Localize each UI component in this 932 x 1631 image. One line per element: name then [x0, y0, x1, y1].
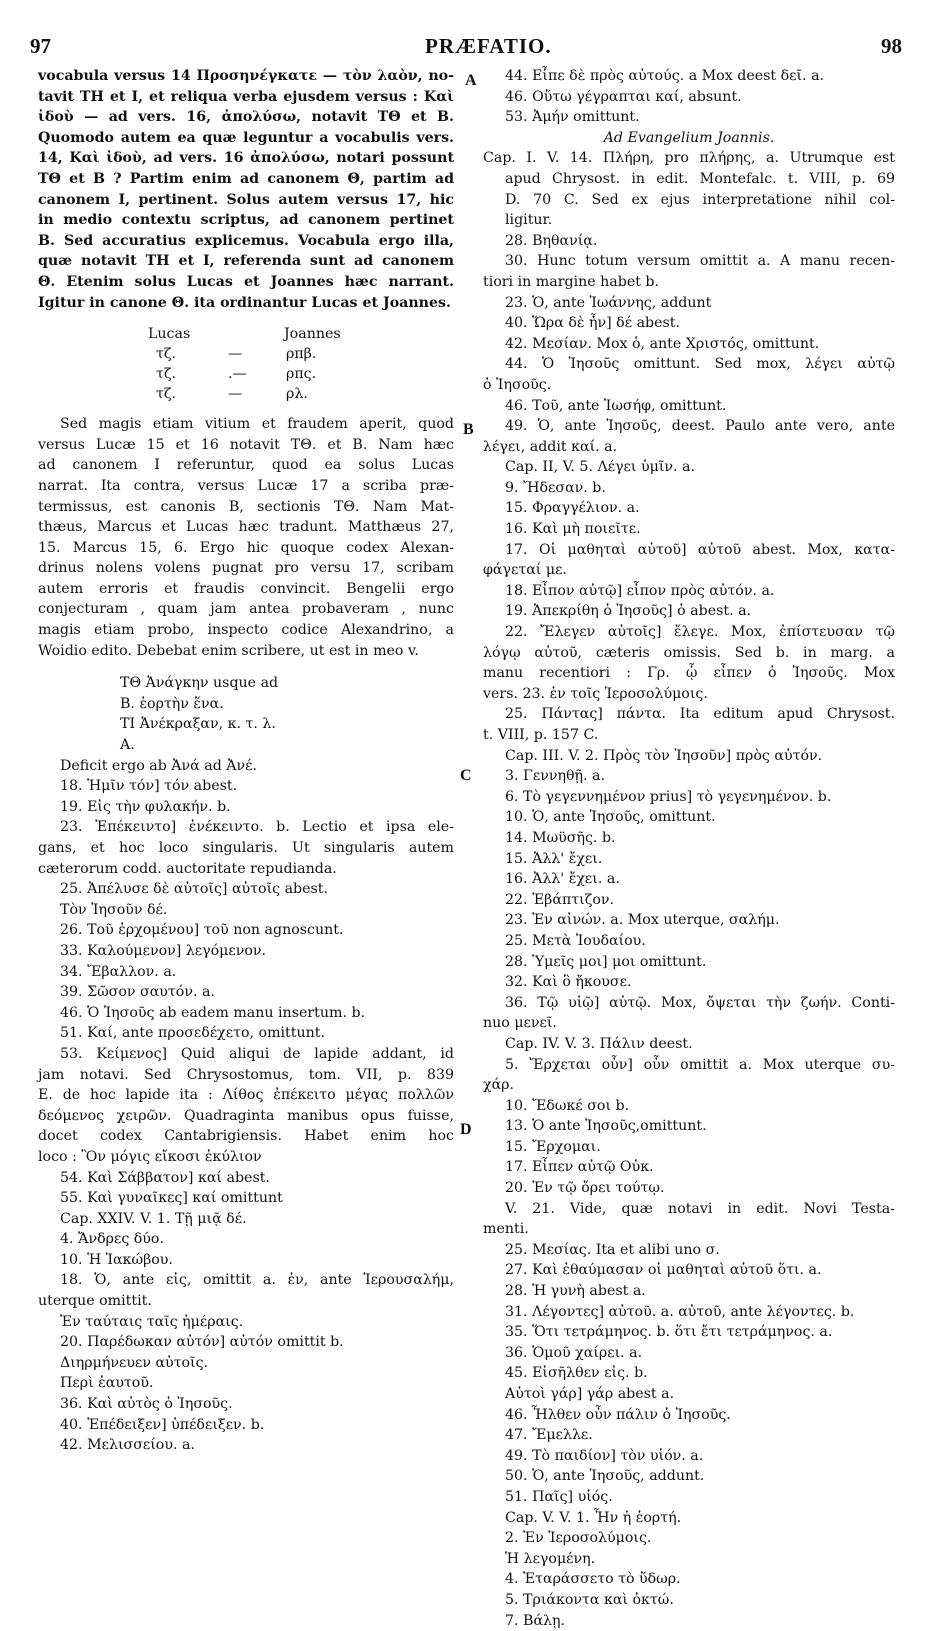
note-line: 3. Γεννηθῇ. a. [505, 768, 606, 785]
note-line: Ἐν ταύταις ταῖς ἡμέραις. [60, 1313, 244, 1330]
note-line: 2. Ἐν Ἱεροσολύμοις. [505, 1530, 652, 1547]
note-line: cæterorum codd. auctoritate repudianda. [38, 860, 337, 877]
note-line: 4. Ἐταράσσετο τὸ ὕδωρ. [505, 1571, 681, 1588]
text-line: Woidio edito. Debebat enim scribere, ut est in meo v. [38, 642, 419, 659]
note-line: 20. Παρέδωκαν αὐτόν] αὐτόν omittit b. [60, 1334, 344, 1351]
synopsis-dash: — [228, 346, 243, 363]
note-line: t. VIII, p. 157 C. [483, 727, 599, 743]
note-line: 42. Μεσίαν. Mox ὁ, ante Χριστός, omittunt. [505, 335, 820, 352]
note-line: 16. Ἀλλ' ἔχει. a. [505, 871, 620, 888]
note-line: 46. Ὁ Ἰησοῦς ab eadem manu insertum. b. [60, 1004, 366, 1021]
note-line: 51. Παῖς] υἱός. [505, 1488, 613, 1505]
note-line: 27. Καὶ ἐθαύμασαν οἱ μαθηταὶ αὐτοῦ ὅτι. a. [505, 1262, 822, 1279]
note-line: 6. Τὸ γεγεννημένον prius] τὸ γεγενημένον. b. [505, 788, 832, 805]
note-line: ὁ Ἰησοῦς. [483, 376, 552, 393]
text-line: thæus, Marcus et Lucas hæc tradunt. Matthæus 27, [38, 519, 454, 536]
note-line: 23. Ἐν αἰνών. a. Mox uterque, σαλήμ. [505, 912, 780, 929]
text-line: ad canonem I referuntur, quod ea solus Lucas [38, 457, 454, 474]
note-line: 36. Καὶ αὐτὸς ὁ Ἰησοῦς. [60, 1396, 233, 1413]
note-line: 16. Καὶ μὴ ποιεῖτε. [505, 521, 641, 538]
note-line: 28. Ὑμεῖς μοι] μοι omittunt. [505, 953, 707, 970]
text-line: narrat. Ita contra, versus Lucæ 17 a scriba præ- [38, 477, 454, 494]
canon-line: A. [120, 737, 135, 754]
synopsis-header-lucas: Lucas [148, 326, 191, 343]
note-line: vers. 23. ἐν τοῖς Ἱεροσολύμοις. [483, 685, 708, 702]
note-line: 44. Ὁ Ἰησοῦς omittunt. Sed mox, λέγει αὐτῷ [505, 356, 895, 373]
text-line: quæ notavit TH et I, referenda sunt ad canonem [38, 253, 454, 270]
note-line: 30. Hunc totum versum omittit a. A manu recen- [505, 253, 895, 270]
note-line: 5. Ἔρχεται οὖν] οὖν omittit a. Mox uterque συ- [505, 1056, 895, 1073]
text-line: Θ. Etenim solus Lucas et Joannes hæc narrant. [38, 273, 454, 290]
synopsis-dash: .— [228, 366, 247, 383]
note-line: gans, et hoc loco singularis. Ut singularis autem [38, 840, 454, 856]
text-line: vocabula versus 14 Προσηνέγκατε — τὸν λαὸν, no- [38, 68, 454, 84]
note-line: 15. Φραγγέλιον. a. [505, 500, 640, 517]
canon-synopsis-table [38, 324, 454, 404]
note-line: 10. Ἔδωκέ σοι b. [505, 1097, 630, 1114]
text-line: Sed magis etiam vitium et fraudem aperit, quod [60, 416, 454, 433]
note-line: jam notavi. Sed Chrysostomus, tom. VII, p. 839 [38, 1066, 454, 1083]
note-line: 17. Οἱ μαθηταὶ αὐτοῦ] αὐτοῦ abest. Mox, κατα- [505, 541, 895, 558]
note-line: Deficit ergo ab Ἀνά ad Ἀνέ. [60, 757, 258, 774]
canon-line: TΘ Ἀνάγκην usque ad [120, 675, 279, 692]
note-line: V. 21. Vide, quæ notavi in edit. Novi Testa- [505, 1200, 895, 1217]
note-line: 40. Ἐπέδειξεν] ὑπέδειξεν. b. [60, 1416, 265, 1433]
note-line: 40. Ὥρα δὲ ἦν] δέ abest. [505, 315, 681, 332]
note-line: Αὐτοὶ γάρ] γάρ abest a. [505, 1386, 675, 1402]
canon-line: TI Ἀνέκραξαν, κ. τ. λ. [120, 716, 276, 733]
note-line: 15. Ἔρχομαι. [505, 1138, 601, 1155]
note-line: Περὶ ἑαυτοῦ. [60, 1375, 154, 1392]
text-line: canonem I, pertinent. Solus autem versus 17, hic [38, 191, 454, 208]
text-line: versus Lucæ 15 et 16 notavit TΘ. et B. Nam hæc [38, 436, 454, 453]
note-line: Cap. IV. V. 3. Πάλιν deest. [505, 1035, 693, 1052]
note-line: 42. Μελισσείου. a. [60, 1437, 195, 1454]
note-line: 51. Καί, ante προσεδέχετο, omittunt. [60, 1025, 325, 1042]
margin-sigil-d: D [460, 1121, 472, 1138]
note-line: 46. Ἦλθεν οὖν πάλιν ὁ Ἰησοῦς. [505, 1406, 731, 1423]
note-line: 25. Μεσίας. Ita et alibi uno σ. [505, 1241, 720, 1258]
note-line: 18. Εἶπον αὐτῷ] εἶπον πρὸς αὐτόν. a. [505, 582, 775, 599]
note-line: 33. Καλούμενον] λεγόμενον. [60, 942, 267, 959]
note-line: ligitur. [505, 212, 553, 229]
note-line: 17. Εἶπεν αὐτῷ Οὐκ. [505, 1159, 654, 1176]
text-line: B. Sed accuratius explicemus. Vocabula ergo illa, [38, 232, 454, 249]
note-line: 4. Ἄνδρες δύο. [60, 1231, 164, 1248]
page-number-right: 98 [881, 34, 902, 58]
note-line: 26. Τοῦ ἐρχομένου] τοῦ non agnoscunt. [60, 922, 344, 939]
right-column [483, 66, 895, 1631]
note-line: 25. Πάντας] πάντα. Ita editum apud Chrysost. [505, 706, 895, 723]
note-line: φάγεταί με. [483, 562, 567, 579]
note-line: δεόμενος χειρῶν. Quadraginta manibus opus fuisse, [38, 1107, 454, 1124]
note-line: 5. Τριάκοντα καὶ ὀκτώ. [505, 1591, 674, 1608]
synopsis-joannes-cell: ρλ. [286, 386, 308, 403]
note-line: 35. Ὅτι τετράμηνος. b. ὅτι ἔτι τετράμηνος. a. [505, 1324, 833, 1341]
note-line: loco : Ὃν μόγις εἴκοσι ἐκύλιον [38, 1148, 262, 1165]
note-line: tiori in margine habet b. [483, 273, 660, 290]
note-line: 45. Εἰσῆλθεν εἰς. b. [505, 1365, 648, 1382]
note-line: λέγει, addit καί. a. [483, 438, 618, 455]
margin-sigil-c: C [460, 767, 472, 784]
note-line: 20. Ἐν τῷ ὄρει τούτῳ. [505, 1180, 665, 1197]
note-line: 55. Καὶ γυναῖκες] καί omittunt [60, 1190, 283, 1207]
note-line: 7. Βάλῃ. [505, 1612, 566, 1629]
note-line: Τὸν Ἰησοῦν δέ. [60, 901, 168, 918]
note-line: 19. Εἰς τὴν φυλακήν. b. [60, 798, 231, 815]
note-line: 32. Καὶ ὃ ἤκουσε. [505, 974, 632, 991]
text-line: Quomodo autem ea quæ leguntur a vocabulis vers. [38, 129, 454, 146]
page-number-left: 97 [30, 34, 51, 58]
note-line: 25. Μετὰ Ἰουδαίου. [505, 932, 646, 949]
note-line: menti. [483, 1221, 529, 1238]
text-line: in medio contextu scriptus, ad canonem pertinet [38, 212, 454, 229]
note-line: Cap. I. V. 14. Πλήρη, pro πλήρης, a. Utrumque est [483, 150, 895, 167]
note-line: 46. Οὕτω γέγραπται καί, absunt. [505, 88, 742, 105]
text-line: drinus nolens volens pugnat pro versu 17, scribam [38, 560, 454, 577]
right-notes [483, 66, 895, 1631]
note-line: 13. Ὁ ante Ἰησοῦς,omittunt. [505, 1118, 707, 1135]
note-line: 49. Ὁ, ante Ἰησοῦς, deest. Paulo ante vero, ante [505, 418, 895, 435]
note-line: 44. Εἶπε δὲ πρὸς αὐτούς. a Mox deest δεῖ. a. [505, 68, 825, 84]
note-line: apud Chrysost. in edit. Montefalc. t. VIII, p. 69 [505, 170, 895, 187]
note-line: 54. Καὶ Σάββατον] καί abest. [60, 1169, 270, 1186]
left-notes [38, 756, 454, 1456]
note-line: nuo μενεῖ. [483, 1015, 557, 1032]
synopsis-lucas-cell: τζ. [156, 386, 177, 403]
note-line: 31. Λέγοντες] αὐτοῦ. a. αὐτοῦ, ante λέγοντες. b. [505, 1303, 855, 1320]
note-line: manu recentiori : Γρ. ᾧ εἶπεν ὁ Ἰησοῦς. Mox [483, 665, 895, 682]
note-line: Cap. V. V. 1. Ἦν ἡ ἑορτή. [505, 1509, 682, 1526]
note-line: λόγῳ αὐτοῦ, cæteris omissis. Sed b. in marg. a [483, 644, 895, 661]
note-line: 47. Ἔμελλε. [505, 1427, 593, 1444]
note-line: 19. Ἀπεκρίθη ὁ Ἰησοῦς] ὁ abest. a. [505, 603, 752, 620]
intro-paragraph [38, 66, 454, 313]
note-line: 46. Τοῦ, ante Ἰωσήφ, omittunt. [505, 397, 727, 414]
note-line: 49. Τὸ παιδίον] τὸν υἱόν. a. [505, 1447, 704, 1464]
note-line: 18. Ἡμῖν τόν] τόν abest. [60, 778, 238, 795]
note-line: E. de hoc lapide ita : Λίθος ἐπέκειτο μέγας πολλῶν [38, 1087, 454, 1104]
note-line: 15. Ἀλλ' ἔχει. [505, 850, 603, 867]
canon-block [38, 673, 454, 755]
text-line: TΘ et B ? Partim enim ad canonem Θ, partim ad [38, 170, 454, 187]
synopsis-joannes-cell: ρπς. [286, 366, 317, 383]
synopsis-row [38, 364, 454, 384]
note-line: 22. Ἔλεγεν αὐτοῖς] ἔλεγε. Mox, ἐπίστευσαν τῷ [505, 624, 895, 641]
text-line: Igitur in canone Θ. ita ordinantur Lucas et Joannes. [38, 294, 451, 311]
margin-sigil-a: A [465, 72, 477, 89]
text-line: ἰδοὺ — ad vers. 16, ἀπολύσω, notavit TΘ et B. [38, 109, 454, 126]
note-line: 10. Ἡ Ἰακώβου. [60, 1251, 173, 1268]
synopsis-dash: — [228, 386, 243, 403]
text-line: 15. Marcus 15, 6. Ergo hic quoque codex Alexan- [38, 539, 454, 556]
synopsis-row [38, 384, 454, 404]
note-line: 28. Βηθανίᾳ. [505, 232, 598, 249]
note-line: 36. Τῷ υἱῷ] αὐτῷ. Mox, ὄψεται τὴν ζωήν. Conti- [505, 994, 895, 1011]
note-line: χάρ. [483, 1077, 515, 1094]
note-line: 22. Ἐβάπτιζον. [505, 891, 615, 908]
note-line: Cap. XXIV. V. 1. Τῇ μιᾷ δέ. [60, 1210, 247, 1227]
note-line: 9. Ἤδεσαν. b. [505, 479, 606, 496]
synopsis-row [38, 344, 454, 364]
note-line: 23. Ἐπέκειντο] ἐνέκειντο. b. Lectio et ipsa ele- [60, 819, 454, 836]
note-line: Cap. II, V. 5. Λέγει ὑμῖν. a. [505, 459, 695, 476]
note-line: 50. Ὁ, ante Ἰησοῦς, addunt. [505, 1468, 705, 1485]
synopsis-lucas-cell: τζ. [156, 366, 177, 383]
text-line: conjecturam , quam jam antea probaveram , nunc [38, 601, 454, 618]
note-line: 23. Ὁ, ante Ἰωάννης, addunt [505, 294, 712, 311]
note-line: 25. Ἀπέλυσε δὲ αὐτοῖς] αὐτοῖς abest. [60, 881, 329, 898]
note-line: D. 70 C. Sed ex ejus interpretatione nihil col- [505, 191, 895, 208]
text-line: tavit TH et I, et reliqua verba ejusdem versus : Καὶ [38, 88, 454, 105]
note-line: 10. Ὁ, ante Ἰησοῦς, omittunt. [505, 809, 716, 826]
note-line: 53. Κείμενος] Quid aliqui de lapide addant, id [60, 1045, 454, 1062]
note-line: 53. Ἀμήν omittunt. [505, 109, 640, 126]
note-line: 28. Ἡ γυνὴ abest a. [505, 1283, 646, 1300]
text-line: 14, Καὶ ἰδοὺ, ad vers. 16 ἀπολύσω, notari possunt [38, 150, 454, 167]
note-line: 34. Ἔβαλλον. a. [60, 963, 177, 980]
synopsis-lucas-cell: τζ. [156, 346, 177, 363]
note-line: Cap. III. V. 2. Πρὸς τὸν Ἰησοῦν] πρὸς αὐτόν. [505, 747, 823, 764]
note-line: 18. Ὁ, ante εἰς, omittit a. ἐν, ante Ἱερουσαλήμ, [60, 1272, 454, 1289]
text-line: autem erroris et fraudis convincit. Bengelii ergo [38, 580, 454, 597]
margin-sigil-b: B [463, 421, 474, 438]
note-line: Διηρμήνευεν αὐτοῖς. [60, 1354, 209, 1371]
left-column [38, 66, 454, 1456]
note-line: Ad Evangelium Joannis. [603, 129, 775, 146]
note-line: 36. Ὁμοῦ χαίρει. a. [505, 1344, 643, 1361]
synopsis-header-joannes: Joannes [284, 326, 341, 343]
page-header [30, 34, 902, 60]
synopsis-joannes-cell: ρπβ. [286, 346, 317, 363]
text-line: termissus, est canonis B, sectionis TΘ. Nam Mat- [38, 498, 454, 515]
running-title: PRÆFATIO. [425, 34, 552, 58]
note-line: 39. Σῶσον σαυτόν. a. [60, 984, 215, 1001]
note-line: 14. Μωϋσῆς. b. [505, 829, 616, 846]
note-line: uterque omittit. [38, 1293, 152, 1310]
note-line: Ἡ λεγομένη. [505, 1550, 596, 1567]
second-paragraph [38, 414, 454, 661]
text-line: magis etiam probo, inspecto codice Alexandrino, a [38, 622, 454, 639]
canon-line: B. ἑορτὴν ἕνα. [120, 695, 224, 712]
note-line: docet codex Cantabrigiensis. Habet enim hoc [38, 1128, 454, 1145]
